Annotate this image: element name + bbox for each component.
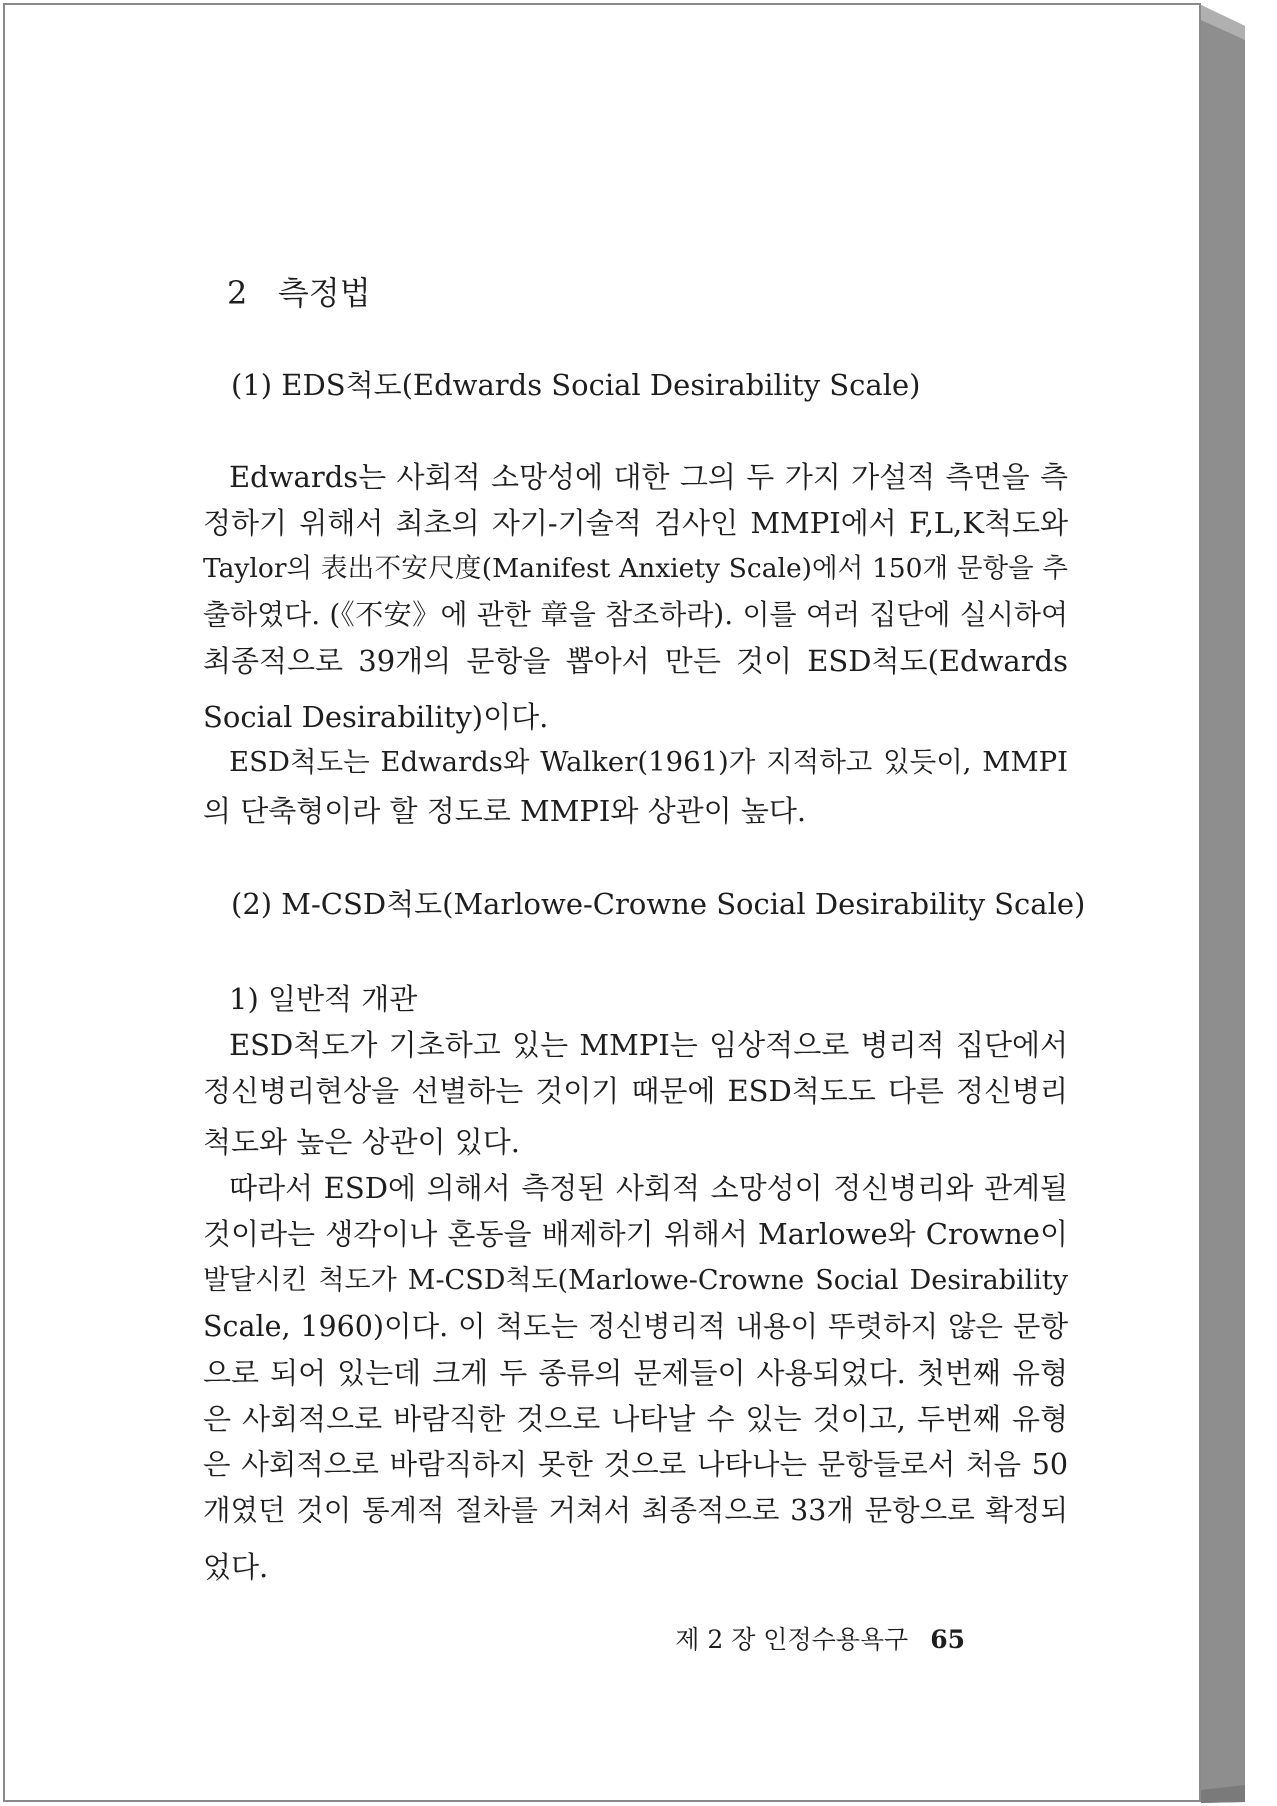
para1-line-6: Social Desirability)이다. bbox=[203, 700, 549, 734]
section-number: 2 bbox=[227, 274, 248, 312]
para1-line-2: 정하기 위해서 최초의 자기-기술적 검사인 MMPI에서 F,L,K척도와 bbox=[203, 506, 1068, 540]
para4-line-6: 은 사회적으로 바람직한 것으로 나타날 수 있는 것이고, 두번째 유형 bbox=[203, 1402, 1068, 1436]
para3-line-1: ESD척도가 기초하고 있는 MMPI는 임상적으로 병리적 집단에서 bbox=[229, 1028, 1068, 1062]
para1-line-1: Edwards는 사회적 소망성에 대한 그의 두 가지 가설적 측면을 측 bbox=[229, 460, 1068, 494]
para4-line-9: 었다. bbox=[203, 1550, 269, 1584]
para4-line-2: 것이라는 생각이나 혼동을 배제하기 위해서 Marlowe와 Crowne이 bbox=[203, 1217, 1068, 1251]
para2-line-2: 의 단축형이라 할 정도로 MMPI와 상관이 높다. bbox=[203, 794, 807, 828]
para3-line-3: 척도와 높은 상관이 있다. bbox=[203, 1125, 521, 1159]
para1-line-4: 출하였다. (《不安》에 관한 章을 참조하라). 이를 여러 집단에 실시하여 bbox=[203, 598, 1068, 631]
para1-line-5: 최종적으로 39개의 문항을 뽑아서 만든 것이 ESD척도(Edwards bbox=[203, 644, 1068, 678]
section-title: 측정법 bbox=[277, 274, 371, 312]
para4-line-8: 개였던 것이 통계적 절차를 거쳐서 최종적으로 33개 문항으로 확정되 bbox=[203, 1494, 1068, 1527]
page-number: 65 bbox=[930, 1625, 965, 1654]
para4-line-4: Scale, 1960)이다. 이 척도는 정신병리적 내용이 뚜렷하지 않은 문항 bbox=[203, 1310, 1068, 1343]
para4-line-7: 은 사회적으로 바람직하지 못한 것으로 나타나는 문항들로서 처음 50 bbox=[203, 1448, 1068, 1481]
para4-line-5: 으로 되어 있는데 크게 두 종류의 문제들이 사용되었다. 첫번째 유형 bbox=[203, 1356, 1068, 1390]
sub1-heading: 1) 일반적 개관 bbox=[229, 982, 418, 1016]
footer-chapter: 제 2 장 인정수용욕구 bbox=[675, 1625, 909, 1654]
section-heading bbox=[227, 276, 1092, 310]
para3-line-2: 정신병리현상을 선별하는 것이기 때문에 ESD척도도 다른 정신병리 bbox=[203, 1074, 1068, 1108]
para4-line-1: 따라서 ESD에 의해서 측정된 사회적 소망성이 정신병리와 관계될 bbox=[229, 1171, 1068, 1205]
subsection-mcsd-heading: (2) M-CSD척도(Marlowe-Crowne Social Desirability Scale) bbox=[231, 887, 1086, 921]
subsection-eds-heading: (1) EDS척도(Edwards Social Desirability Scale) bbox=[231, 368, 921, 402]
running-footer bbox=[675, 1620, 965, 1656]
para4-line-3: 발달시킨 척도가 M-CSD척도(Marlowe-Crowne Social Desirability bbox=[203, 1265, 1068, 1296]
para1-line-3: Taylor의 表出不安尺度(Manifest Anxiety Scale)에서 150개 문항을 추 bbox=[203, 553, 1068, 584]
para2-line-1: ESD척도는 Edwards와 Walker(1961)가 지적하고 있듯이, MMPI bbox=[229, 746, 1068, 778]
